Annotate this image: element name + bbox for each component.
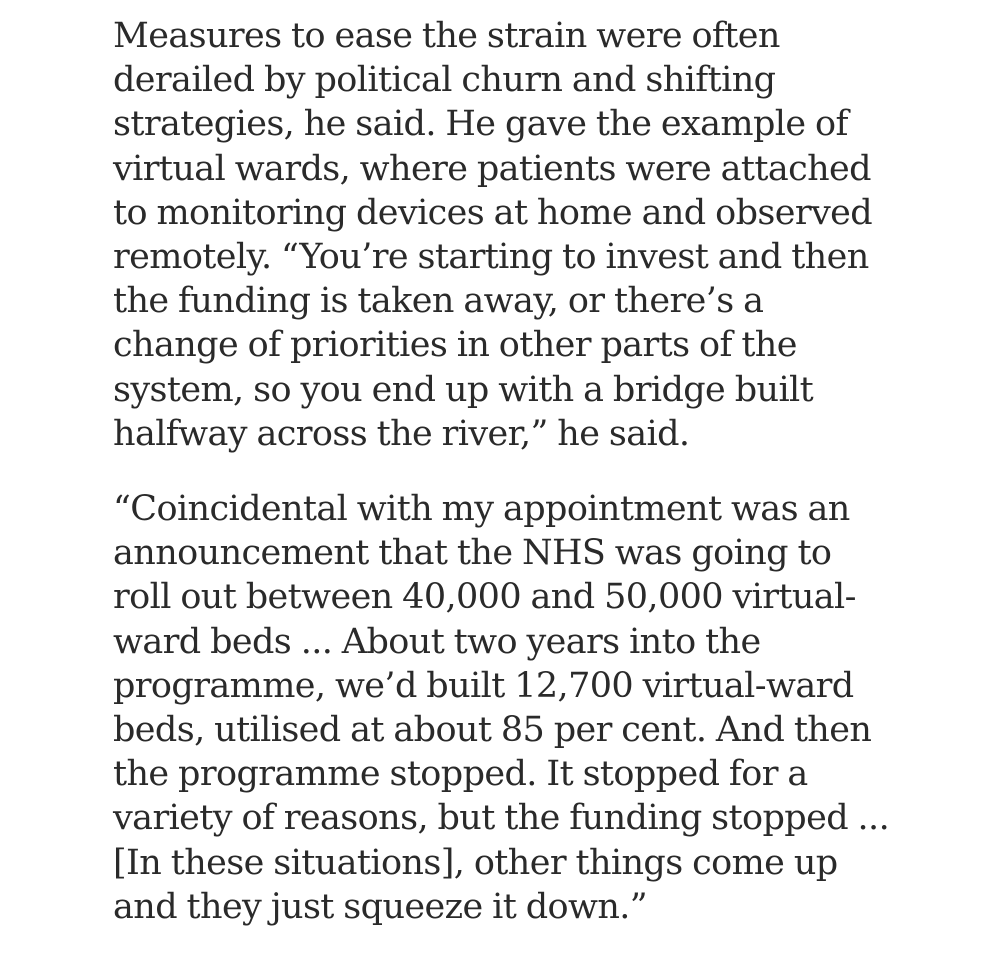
text-line: Measures to ease the strain were often	[113, 16, 780, 56]
text-line: the funding is taken away, or there’s a	[113, 281, 764, 322]
text-line: virtual wards, where patients were attached	[113, 148, 871, 189]
text-line: derailed by political churn and shifting	[113, 60, 776, 101]
text-line: variety of reasons, but the funding stopped ...	[113, 798, 890, 839]
text-line: strategies, he said. He gave the example of	[113, 104, 848, 145]
text-line: announcement that the NHS was going to	[113, 533, 832, 574]
text-line: programme, we’d built 12,700 virtual-ward	[113, 665, 854, 706]
text-line: system, so you end up with a bridge built	[113, 369, 814, 410]
article-paragraph	[113, 487, 890, 929]
text-line: remotely. “You’re starting to invest and then	[113, 237, 869, 278]
text-line: and they just squeeze it down.”	[113, 886, 648, 927]
text-line: to monitoring devices at home and observed	[113, 192, 873, 233]
text-line: “Coincidental with my appointment was an	[113, 489, 850, 530]
text-line: roll out between 40,000 and 50,000 virtual-	[113, 577, 856, 618]
article-body	[113, 14, 890, 929]
text-line: the programme stopped. It stopped for a	[113, 754, 808, 795]
text-line: change of priorities in other parts of the	[113, 325, 797, 366]
text-line: [In these situations], other things come up	[113, 842, 838, 883]
text-line: ward beds ... About two years into the	[113, 621, 761, 662]
text-line: halfway across the river,” he said.	[113, 413, 690, 454]
article-paragraph	[113, 14, 873, 456]
text-line: beds, utilised at about 85 per cent. And then	[113, 710, 872, 751]
